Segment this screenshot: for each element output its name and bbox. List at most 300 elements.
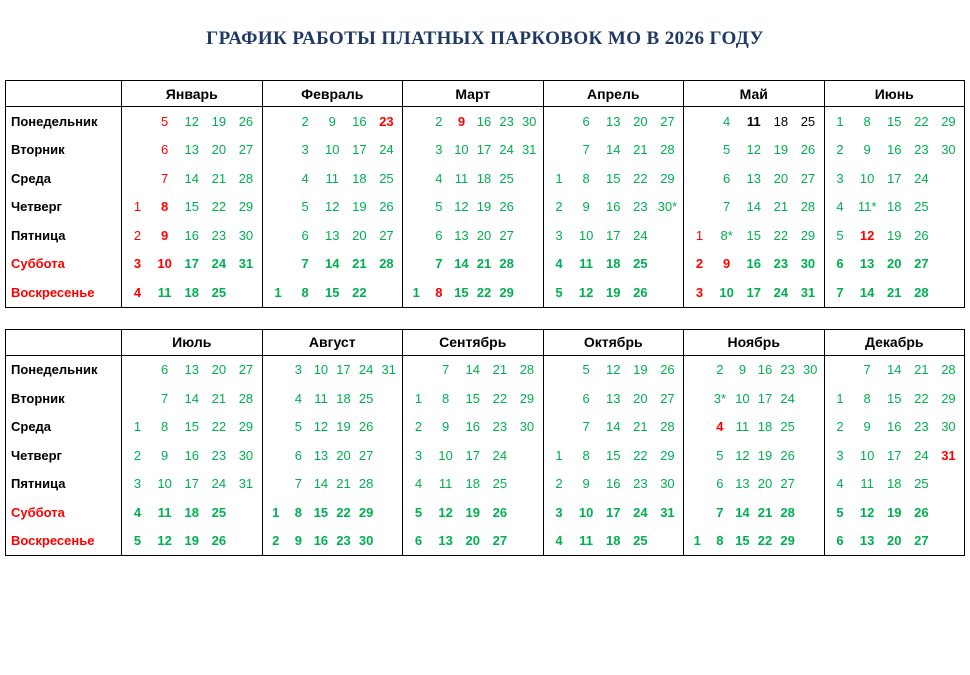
date: 2 bbox=[555, 476, 563, 492]
empty-slot bbox=[232, 505, 259, 520]
week-slots bbox=[124, 391, 260, 406]
date: 28 bbox=[238, 170, 254, 186]
date: 15 bbox=[184, 419, 199, 435]
date: 31 bbox=[521, 142, 537, 158]
empty-slot bbox=[405, 171, 428, 186]
date: 9 bbox=[161, 447, 169, 463]
date: 4 bbox=[414, 476, 423, 492]
date: 23 bbox=[499, 113, 514, 129]
date: 18 bbox=[887, 476, 902, 492]
week-slots bbox=[686, 199, 822, 214]
date: 16 bbox=[352, 113, 367, 129]
empty-slot bbox=[546, 114, 573, 129]
date: 1 bbox=[133, 199, 142, 215]
date: 31 bbox=[660, 504, 675, 520]
empty-slot bbox=[377, 448, 400, 463]
date: 11 bbox=[314, 390, 328, 406]
date: 12 bbox=[184, 113, 199, 129]
date: 29 bbox=[941, 113, 956, 129]
date: 11 bbox=[746, 113, 761, 129]
empty-slot bbox=[654, 228, 681, 243]
date: 19 bbox=[887, 504, 902, 520]
date: 26 bbox=[660, 362, 675, 378]
week-slots bbox=[124, 256, 260, 271]
week-slots bbox=[546, 142, 682, 157]
date: 9 bbox=[582, 199, 590, 215]
month-header-december: Декабрь bbox=[824, 329, 965, 355]
week-slots bbox=[405, 505, 541, 520]
date: 22 bbox=[336, 504, 351, 520]
date: 15 bbox=[454, 284, 469, 300]
week-slots bbox=[827, 476, 963, 491]
week-slots bbox=[827, 114, 963, 129]
week-slots bbox=[546, 476, 682, 491]
empty-slot bbox=[265, 171, 292, 186]
date: 18 bbox=[773, 113, 789, 129]
date: 19 bbox=[184, 533, 199, 549]
date: 23 bbox=[211, 447, 227, 463]
date: 21 bbox=[633, 142, 648, 158]
empty-slot bbox=[518, 199, 541, 214]
date: 15 bbox=[606, 170, 621, 186]
date: 2 bbox=[272, 533, 280, 549]
date: 2 bbox=[301, 113, 309, 129]
date: 19 bbox=[476, 199, 492, 215]
date: 22 bbox=[211, 199, 227, 215]
date: 12 bbox=[578, 284, 594, 300]
empty-slot bbox=[513, 476, 540, 491]
date: 17 bbox=[757, 390, 773, 406]
day-row-wednesday bbox=[6, 164, 965, 193]
date: 11 bbox=[325, 170, 339, 186]
empty-slot bbox=[265, 476, 288, 491]
date: 24 bbox=[358, 362, 374, 378]
month-cell-october-tuesday bbox=[543, 384, 684, 413]
month-cell-october-friday bbox=[543, 470, 684, 499]
date: 25 bbox=[358, 390, 374, 406]
week-slots bbox=[124, 142, 260, 157]
date: 1 bbox=[555, 170, 563, 186]
month-cell-may-thursday bbox=[684, 193, 825, 222]
date: 18 bbox=[476, 170, 492, 186]
week-slots bbox=[405, 171, 541, 186]
empty-slot bbox=[686, 448, 709, 463]
month-cell-july-tuesday bbox=[122, 384, 263, 413]
month-header-august: Август bbox=[262, 329, 403, 355]
date: 29 bbox=[499, 284, 514, 300]
date: 1 bbox=[555, 447, 563, 463]
month-header-september: Сентябрь bbox=[403, 329, 544, 355]
date: 17 bbox=[887, 447, 902, 463]
week-slots bbox=[265, 362, 401, 377]
date: 17 bbox=[746, 284, 761, 300]
date: 10 bbox=[325, 142, 340, 158]
date: 5 bbox=[414, 504, 423, 520]
calendar-tables-container bbox=[5, 80, 965, 556]
date: 9 bbox=[863, 419, 871, 435]
date: 2 bbox=[836, 419, 844, 435]
date: 9 bbox=[582, 476, 590, 492]
date: 22 bbox=[757, 533, 773, 549]
date: 25 bbox=[633, 256, 648, 272]
date: 23 bbox=[633, 199, 648, 215]
empty-slot bbox=[935, 256, 962, 271]
month-header-october: Октябрь bbox=[543, 329, 684, 355]
day-label-tuesday: Вторник bbox=[11, 142, 65, 158]
date: 15 bbox=[606, 447, 621, 463]
week-slots bbox=[827, 419, 963, 434]
month-cell-may-sunday bbox=[684, 278, 825, 307]
month-header-july: Июль bbox=[122, 329, 263, 355]
month-cell-february-wednesday bbox=[262, 164, 403, 193]
date: 15 bbox=[735, 533, 750, 549]
date: 16 bbox=[313, 533, 329, 549]
empty-slot bbox=[265, 114, 292, 129]
date: 4 bbox=[301, 170, 309, 186]
empty-slot bbox=[686, 199, 713, 214]
empty-slot bbox=[232, 533, 259, 548]
date: 11 bbox=[860, 476, 874, 492]
date: 26 bbox=[492, 504, 508, 520]
empty-slot bbox=[265, 362, 288, 377]
date: 10 bbox=[735, 390, 750, 406]
empty-slot bbox=[935, 476, 962, 491]
date: 5 bbox=[836, 504, 844, 520]
date: 14 bbox=[184, 390, 199, 406]
date: 23 bbox=[914, 419, 929, 435]
date: 9 bbox=[442, 419, 450, 435]
date: 29 bbox=[358, 504, 374, 520]
month-cell-february-friday bbox=[262, 221, 403, 250]
date: 26 bbox=[800, 142, 816, 158]
empty-slot bbox=[265, 199, 292, 214]
date: 21 bbox=[914, 362, 929, 378]
date: 5 bbox=[294, 419, 302, 435]
date: 12 bbox=[859, 227, 875, 243]
date: 29 bbox=[780, 533, 795, 549]
week-slots bbox=[686, 391, 822, 406]
week-slots bbox=[124, 476, 260, 491]
date: 1 bbox=[133, 419, 142, 435]
date: 23 bbox=[773, 256, 789, 272]
date: 20 bbox=[633, 390, 648, 406]
month-cell-january-sunday bbox=[122, 278, 263, 307]
month-cell-september-saturday bbox=[403, 498, 544, 527]
month-cell-june-saturday bbox=[824, 250, 965, 279]
date: 8 bbox=[442, 390, 450, 406]
date: 10 bbox=[157, 256, 172, 272]
date: 6 bbox=[716, 476, 724, 492]
date: 2 bbox=[836, 142, 844, 158]
date: 5 bbox=[161, 113, 169, 129]
date: 12 bbox=[438, 504, 453, 520]
date: 5 bbox=[435, 199, 443, 215]
date: 24 bbox=[914, 170, 929, 186]
empty-slot bbox=[405, 142, 428, 157]
empty-slot bbox=[654, 533, 681, 548]
date: 1 bbox=[836, 113, 844, 129]
month-cell-october-thursday bbox=[543, 441, 684, 470]
date: 8 bbox=[161, 199, 169, 215]
date: 26 bbox=[499, 199, 514, 215]
month-cell-december-monday bbox=[824, 355, 965, 384]
day-label-sunday: Воскресенье bbox=[11, 533, 95, 549]
week-slots bbox=[265, 256, 401, 271]
week-slots bbox=[827, 391, 963, 406]
week-slots bbox=[124, 171, 260, 186]
date: 16 bbox=[465, 419, 480, 435]
week-slots bbox=[265, 285, 401, 300]
month-cell-september-sunday bbox=[403, 527, 544, 556]
date: 21 bbox=[757, 504, 773, 520]
date: 9 bbox=[723, 256, 731, 272]
empty-slot bbox=[265, 419, 288, 434]
date: 21 bbox=[773, 199, 789, 215]
date: 30 bbox=[660, 476, 675, 492]
date: 1 bbox=[272, 504, 280, 520]
month-cell-may-friday bbox=[684, 221, 825, 250]
empty-slot bbox=[546, 391, 573, 406]
date: 12 bbox=[746, 142, 761, 158]
date: 16 bbox=[887, 142, 902, 158]
date: 28 bbox=[780, 504, 795, 520]
week-slots bbox=[827, 256, 963, 271]
month-header-march: Март bbox=[403, 81, 544, 107]
date: 8 bbox=[716, 533, 724, 549]
date: 27 bbox=[499, 227, 514, 243]
date: 16 bbox=[757, 362, 773, 378]
date: 22 bbox=[352, 284, 367, 300]
date: 11 bbox=[157, 284, 172, 300]
empty-slot bbox=[405, 256, 428, 271]
date: 2 bbox=[414, 419, 423, 435]
week-slots bbox=[827, 533, 963, 548]
empty-slot bbox=[654, 256, 681, 271]
week-slots bbox=[405, 142, 541, 157]
date: 30 bbox=[521, 113, 537, 129]
date: 1 bbox=[412, 284, 420, 300]
date: 13 bbox=[606, 113, 621, 129]
week-slots bbox=[124, 362, 260, 377]
date: 27 bbox=[379, 227, 394, 243]
date: 26 bbox=[914, 504, 929, 520]
date: 7 bbox=[301, 256, 309, 272]
date: 31 bbox=[238, 256, 254, 272]
date: 5 bbox=[582, 362, 590, 378]
empty-slot bbox=[377, 419, 400, 434]
empty-slot bbox=[373, 285, 400, 300]
week-slots bbox=[546, 362, 682, 377]
empty-slot bbox=[799, 448, 822, 463]
date: 16 bbox=[887, 419, 902, 435]
month-cell-june-sunday bbox=[824, 278, 965, 307]
date: 1 bbox=[414, 390, 423, 406]
month-header-may: Май bbox=[684, 81, 825, 107]
date: 3 bbox=[836, 170, 844, 186]
week-slots bbox=[124, 285, 260, 300]
date: 30 bbox=[802, 362, 818, 378]
date: 19 bbox=[211, 113, 227, 129]
date: 12 bbox=[454, 199, 469, 215]
date: 15 bbox=[184, 199, 199, 215]
month-cell-october-wednesday bbox=[543, 413, 684, 442]
date: 3 bbox=[294, 362, 302, 378]
month-header-november: Ноябрь bbox=[684, 329, 825, 355]
day-label-saturday: Суббота bbox=[11, 504, 65, 520]
date: 8 bbox=[863, 390, 871, 406]
date: 29 bbox=[660, 170, 675, 186]
date: 24 bbox=[499, 142, 514, 158]
month-cell-march-sunday bbox=[403, 278, 544, 307]
date: 22 bbox=[492, 390, 508, 406]
date: 15 bbox=[465, 390, 480, 406]
week-slots bbox=[265, 171, 401, 186]
month-cell-july-sunday bbox=[122, 527, 263, 556]
date: 12 bbox=[313, 419, 329, 435]
empty-slot bbox=[405, 228, 428, 243]
date: 30 bbox=[941, 419, 956, 435]
week-slots bbox=[265, 228, 401, 243]
week-slots bbox=[265, 448, 401, 463]
day-label-wednesday: Среда bbox=[11, 170, 52, 186]
date: 31 bbox=[800, 284, 816, 300]
week-slots bbox=[124, 533, 260, 548]
month-header-june: Июнь bbox=[824, 81, 965, 107]
month-cell-august-thursday bbox=[262, 441, 403, 470]
empty-slot bbox=[546, 419, 573, 434]
week-slots bbox=[405, 448, 541, 463]
date: 13 bbox=[454, 227, 469, 243]
empty-slot bbox=[513, 533, 540, 548]
date: 10 bbox=[438, 447, 453, 463]
date: 29 bbox=[238, 199, 254, 215]
date: 28 bbox=[519, 362, 535, 378]
month-cell-july-monday bbox=[122, 355, 263, 384]
month-cell-april-wednesday bbox=[543, 164, 684, 193]
week-slots bbox=[827, 448, 963, 463]
month-cell-april-saturday bbox=[543, 250, 684, 279]
month-cell-april-monday bbox=[543, 107, 684, 136]
date: 6 bbox=[582, 390, 590, 406]
date: 19 bbox=[887, 227, 902, 243]
date: 4 bbox=[133, 284, 142, 300]
date: 3 bbox=[133, 256, 142, 272]
date: 4 bbox=[836, 199, 844, 215]
date: 8 bbox=[582, 447, 590, 463]
date: 2 bbox=[555, 199, 563, 215]
month-cell-february-saturday bbox=[262, 250, 403, 279]
month-cell-may-wednesday bbox=[684, 164, 825, 193]
date: 27 bbox=[780, 476, 795, 492]
date: 3 bbox=[133, 476, 142, 492]
day-label-thursday: Четверг bbox=[11, 447, 62, 463]
empty-slot bbox=[265, 256, 292, 271]
date: 13 bbox=[438, 533, 453, 549]
date: 26 bbox=[238, 113, 254, 129]
date: 22 bbox=[633, 170, 648, 186]
week-slots bbox=[686, 142, 822, 157]
empty-slot bbox=[518, 256, 541, 271]
empty-slot bbox=[935, 285, 962, 300]
date: 23 bbox=[379, 113, 394, 129]
week-slots bbox=[265, 419, 401, 434]
week-slots bbox=[265, 391, 401, 406]
empty-slot bbox=[405, 114, 428, 129]
date: 10 bbox=[859, 447, 875, 463]
date: 25 bbox=[780, 419, 795, 435]
date: 8 bbox=[161, 419, 169, 435]
month-cell-january-saturday bbox=[122, 250, 263, 279]
date: 22 bbox=[211, 419, 227, 435]
date: 20 bbox=[336, 447, 351, 463]
month-cell-november-tuesday bbox=[684, 384, 825, 413]
month-cell-december-wednesday bbox=[824, 413, 965, 442]
month-header-february: Февраль bbox=[262, 81, 403, 107]
date: 22 bbox=[914, 113, 929, 129]
date: 6 bbox=[723, 170, 731, 186]
date: 10 bbox=[313, 362, 329, 378]
month-cell-december-friday bbox=[824, 470, 965, 499]
date: 16 bbox=[606, 199, 621, 215]
date: 20 bbox=[633, 113, 648, 129]
date: 14 bbox=[887, 362, 902, 378]
date: 25 bbox=[492, 476, 508, 492]
date: 8 bbox=[435, 284, 443, 300]
month-cell-october-sunday bbox=[543, 527, 684, 556]
empty-slot bbox=[265, 391, 288, 406]
date: 13 bbox=[859, 256, 875, 272]
date: 21 bbox=[887, 284, 902, 300]
day-row-thursday bbox=[6, 193, 965, 222]
date: 9 bbox=[161, 227, 169, 243]
day-row-sunday bbox=[6, 527, 965, 556]
date: 5 bbox=[716, 447, 724, 463]
date: 24 bbox=[379, 142, 394, 158]
date: 17 bbox=[606, 227, 621, 243]
week-slots bbox=[265, 142, 401, 157]
date: 3 bbox=[695, 284, 704, 300]
calendar-table-jan-jun bbox=[5, 80, 965, 308]
empty-slot bbox=[124, 171, 151, 186]
date: 23 bbox=[492, 419, 508, 435]
day-row-wednesday bbox=[6, 413, 965, 442]
date: 18 bbox=[184, 284, 199, 300]
date: 15 bbox=[887, 113, 902, 129]
date: 17 bbox=[184, 476, 199, 492]
empty-slot bbox=[124, 391, 151, 406]
month-cell-october-monday bbox=[543, 355, 684, 384]
date: 4 bbox=[133, 504, 142, 520]
date: 24 bbox=[492, 447, 508, 463]
date: 7 bbox=[161, 390, 169, 406]
date: 26 bbox=[780, 447, 795, 463]
month-cell-november-wednesday bbox=[684, 413, 825, 442]
corner-cell bbox=[6, 81, 122, 107]
date: 20 bbox=[211, 142, 227, 158]
date: 23 bbox=[336, 533, 351, 549]
date: 12 bbox=[325, 199, 340, 215]
date: 5 bbox=[836, 227, 844, 243]
date: 7 bbox=[442, 362, 450, 378]
date: 18 bbox=[887, 199, 902, 215]
week-slots bbox=[124, 448, 260, 463]
week-slots bbox=[124, 228, 260, 243]
date: 18 bbox=[606, 256, 621, 272]
day-row-saturday bbox=[6, 250, 965, 279]
date: 5 bbox=[723, 142, 731, 158]
month-cell-july-thursday bbox=[122, 441, 263, 470]
date: 12 bbox=[735, 447, 750, 463]
